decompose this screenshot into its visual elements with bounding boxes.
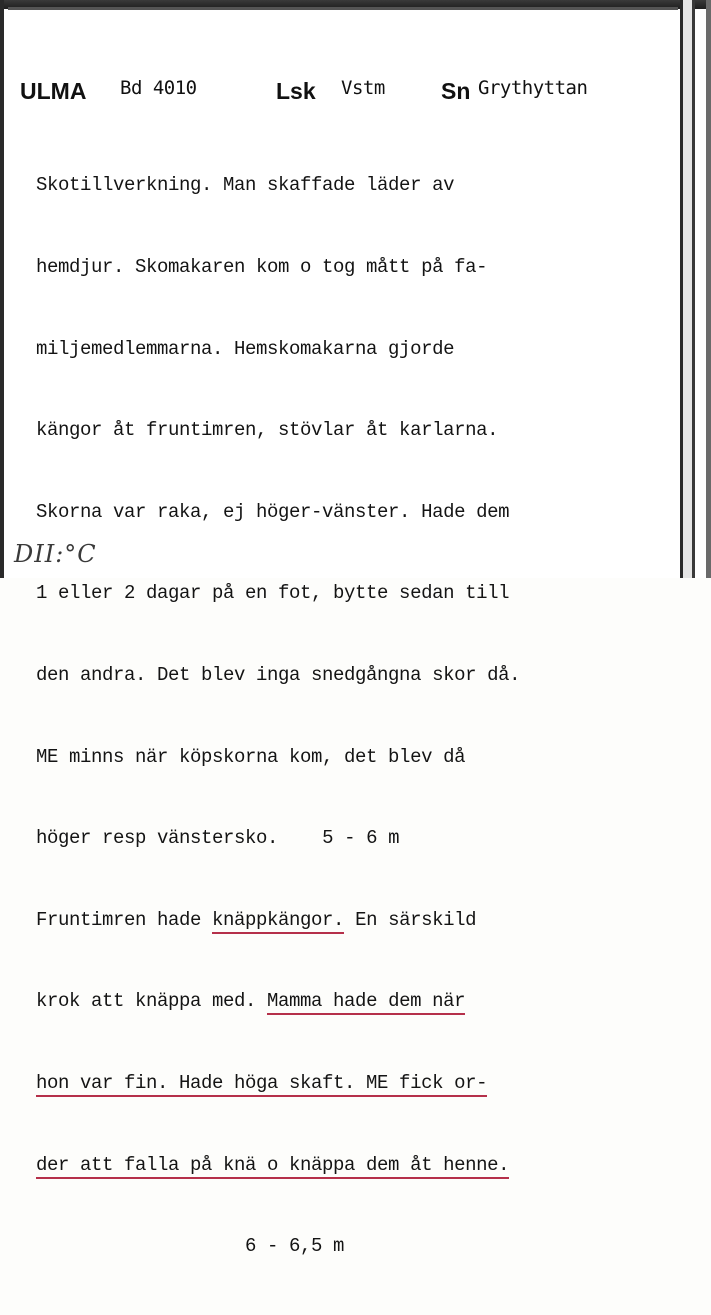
landskap-value: Vstm	[341, 77, 385, 99]
body-line-9	[36, 825, 520, 852]
body-line-1: Skotillverkning. Man skaffade läder av	[36, 174, 455, 197]
body-line-11-pre: krok att knäppa med.	[36, 990, 268, 1013]
body-line-7: den andra. Det blev inga snedgångna skor då.	[36, 663, 521, 686]
underlined-knappkangor: knäppkängor.	[212, 909, 344, 934]
reference-2: 6 - 6,5 m	[245, 1235, 345, 1258]
landskap-label: Lsk	[276, 78, 316, 104]
card-left-border	[0, 0, 4, 578]
body-line-10-post: En särskild	[344, 908, 477, 931]
body-line-13	[36, 1152, 520, 1179]
underlined-line-12: hon var fin. Hade höga skaft. ME fick or-	[36, 1072, 487, 1097]
body-line-10	[36, 907, 520, 934]
body-line-14	[36, 1233, 520, 1260]
card-right-border-outer	[692, 0, 695, 578]
body-line-11	[36, 988, 520, 1015]
underlined-mamma-hade: Mamma hade dem när	[267, 990, 465, 1015]
reference-1: 5 - 6 m	[322, 827, 400, 850]
classification-mark: DII:°C	[14, 540, 97, 568]
body-line-8: ME minns när köpskorna kom, det blev då	[36, 745, 466, 768]
record-body	[36, 118, 520, 1315]
socken-value: Grythyttan	[478, 77, 588, 99]
body-line-10-pre: Fruntimren hade	[36, 908, 213, 931]
body-line-5: Skorna var raka, ej höger-vänster. Hade dem	[36, 500, 510, 523]
card-right-shade	[683, 0, 692, 578]
body-line-2: hemdjur. Skomakaren kom o tog mått på fa-	[36, 256, 488, 278]
body-line-9-text: höger resp vänstersko.	[36, 827, 279, 850]
body-line-6: 1 eller 2 dagar på en fot, bytte sedan till	[36, 582, 510, 605]
body-line-4: kängor åt fruntimren, stövlar åt karlarna.	[36, 419, 499, 442]
archive-label: ULMA	[20, 78, 87, 104]
card-right-edge	[706, 0, 711, 578]
body-line-3: miljemedlemmarna. Hemskomakarna gjorde	[36, 337, 455, 360]
underlined-line-13: der att falla på knä o knäppa dem åt henne.	[36, 1154, 509, 1179]
socken-label: Sn	[441, 78, 471, 104]
card-top-border-inner	[8, 7, 678, 10]
card-right-border	[680, 0, 683, 578]
body-line-12	[36, 1070, 520, 1097]
record-number: Bd 4010	[120, 77, 197, 99]
